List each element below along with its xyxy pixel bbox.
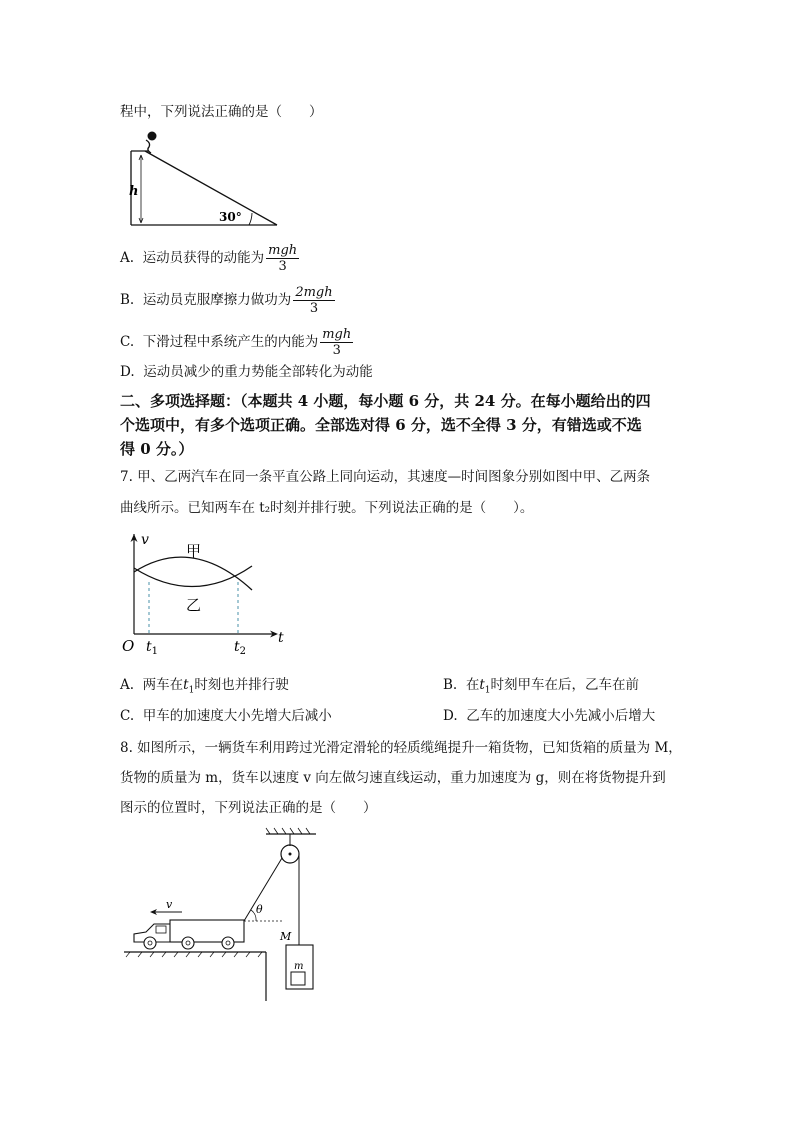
yi-curve: [134, 566, 252, 587]
theta-label: θ: [256, 903, 263, 916]
t2-label: $t_2$: [234, 639, 247, 657]
angle-label: 30°: [219, 210, 242, 224]
jia-label: 甲: [186, 542, 202, 560]
q8-stem-line-1: 8. 如图所示，一辆货车利用跨过光滑定滑轮的轻质缆绳提升一箱货物，已知货箱的质量为 M，: [120, 740, 682, 756]
v-axis-label: v: [141, 532, 149, 548]
section-heading-line-3: 得 0 分。）: [120, 440, 194, 458]
q6-option-b: B. 运动员克服摩擦力做功为 $\frac{\text{2mgh}}{3}$: [120, 285, 333, 316]
q7-option-d: D. 乙车的加速度大小先减小后增大: [443, 708, 656, 724]
q7-option-c: C. 甲车的加速度大小先增大后减小: [120, 708, 332, 724]
q8-stem-line-2: 货物的质量为 m，货车以速度 v 向左做匀速直线运动，重力加速度为 g，则在将货物提升到: [120, 770, 666, 786]
cargo-mass-label: m: [294, 961, 304, 972]
truck-pulley-figure: [120, 826, 326, 1006]
q7-option-b: B. 在$t_1$时刻甲车在后，乙车在前: [443, 677, 639, 696]
fraction: $\frac{\text{mgh}}{3}$: [268, 243, 298, 274]
q6-stem: 程中，下列说法正确的是（ ）: [120, 104, 323, 120]
t-axis-label: t: [278, 630, 284, 646]
fraction: $\frac{\text{2mgh}}{3}$: [295, 285, 333, 316]
jia-curve: [134, 557, 252, 590]
q7-stem-line-2: 曲线所示。已知两车在 t₂时刻并排行驶。下列说法正确的是（ ）。: [120, 500, 534, 516]
yi-label: 乙: [186, 596, 202, 614]
slope-figure: [125, 127, 285, 231]
section-heading-line-2: 个选项中，有多个选项正确。全部选对得 6 分，选不全得 3 分，有错选或不选: [120, 416, 642, 434]
truck: [134, 920, 244, 949]
q7-option-a: A. 两车在$t_1$时刻也并排行驶: [120, 677, 289, 696]
crate-mass-label: M: [280, 930, 292, 943]
skier-icon: [146, 132, 157, 154]
q6-option-d: D. 运动员减少的重力势能全部转化为动能: [120, 364, 373, 380]
q6-option-a: A. 运动员获得的动能为 $\frac{\text{mgh}}{3}$: [120, 243, 298, 274]
t1-label: $t_1$: [146, 639, 159, 657]
origin-label: O: [122, 637, 135, 655]
q6-option-c: C. 下滑过程中系统产生的内能为 $\frac{\text{mgh}}{3}$: [120, 327, 352, 358]
section-heading-line-1: 二、多项选择题：（本题共 4 小题，每小题 6 分，共 24 分。在每小题给出的四: [120, 392, 651, 410]
height-label: h: [129, 184, 139, 199]
q7-stem-line-1: 7. 甲、乙两汽车在同一条平直公路上同向运动，其速度—时间图象分别如图中甲、乙两条: [120, 469, 651, 485]
vt-graph: [118, 530, 298, 658]
fraction: $\frac{\text{mgh}}{3}$: [322, 327, 352, 358]
cargo: [291, 972, 305, 985]
velocity-label: v: [166, 898, 173, 911]
q8-stem-line-3: 图示的位置时，下列说法正确的是（ ）: [120, 800, 377, 816]
